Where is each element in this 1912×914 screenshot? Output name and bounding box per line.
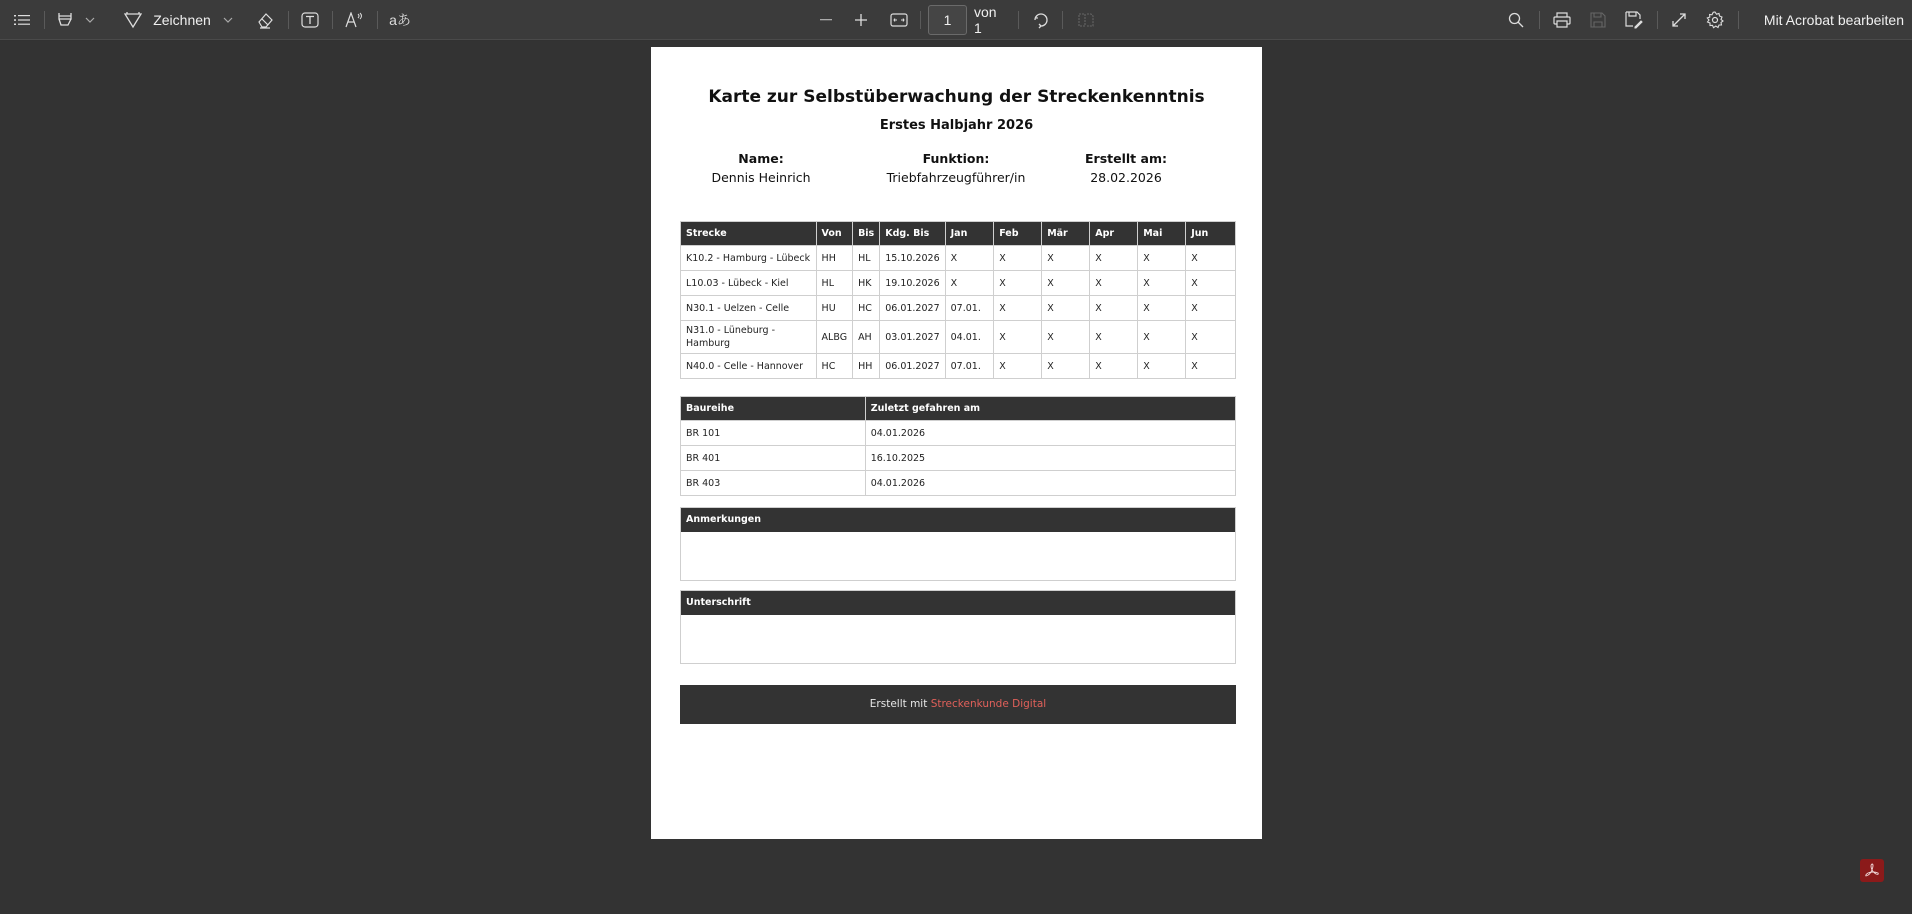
cell: X [1186,246,1236,271]
document-title: Karte zur Selbstüberwachung der Streckenkenntnis [708,87,1205,107]
cell: X [1042,321,1090,354]
zoom-out-icon[interactable] [815,0,837,40]
draw-pen-icon[interactable] [122,0,144,40]
cell: X [945,271,994,296]
col-header: Mär [1042,222,1090,246]
series-table [680,396,1236,496]
cell: X [994,354,1042,379]
cell: X [994,271,1042,296]
col-header: Apr [1090,222,1138,246]
cell: N30.1 - Uelzen - Celle [681,296,817,321]
page-count-label: von 1 [974,4,997,36]
cell: 06.01.2027 [880,354,945,379]
cell: K10.2 - Hamburg - Lübeck [681,246,817,271]
outline-list-icon[interactable] [10,0,34,40]
edit-with-acrobat-button[interactable]: Mit Acrobat bearbeiten [1763,12,1904,28]
pdf-page [651,47,1262,839]
signature-section [680,590,1236,664]
table-row [681,321,1236,354]
cell: X [1042,354,1090,379]
cell: HK [853,271,880,296]
col-header: Von [816,222,853,246]
cell: HC [853,296,880,321]
cell: X [1090,354,1138,379]
cell: X [1138,354,1186,379]
cell: X [1042,271,1090,296]
meta-name-value: Dennis Heinrich [711,170,811,185]
cell: HL [816,271,853,296]
table-row [681,271,1236,296]
routes-header-row [681,222,1236,246]
cell: HC [816,354,853,379]
highlighter-icon[interactable] [54,0,76,40]
meta-created-label: Erstellt am: [1085,151,1167,166]
cell: 15.10.2026 [880,246,945,271]
cell: ALBG [816,321,853,354]
cell: 04.01.2026 [865,421,1235,446]
meta-created-value: 28.02.2026 [1090,170,1162,185]
meta-name-label: Name: [738,151,784,166]
series-header-row [681,397,1236,421]
pdf-toolbar [0,0,1912,40]
meta-name [701,151,821,185]
col-header: Baureihe [681,397,866,421]
cell: HH [816,246,853,271]
fullscreen-expand-icon[interactable] [1668,0,1690,40]
cell: X [1090,271,1138,296]
cell: 04.01.2026 [865,471,1235,496]
footer-brand-link[interactable]: Streckenkunde Digital [930,698,1047,710]
table-row [681,446,1236,471]
print-icon[interactable] [1551,0,1573,40]
fit-width-icon[interactable] [888,0,910,40]
col-header: Strecke [681,222,817,246]
cell: N31.0 - Lüneburg - Hamburg [681,321,817,354]
cell: X [1138,321,1186,354]
highlighter-dropdown-chevron-icon[interactable] [82,0,98,40]
cell: X [1138,296,1186,321]
cell: X [994,296,1042,321]
cell: X [1090,246,1138,271]
cell: X [1186,271,1236,296]
cell: X [945,246,994,271]
cell: X [994,321,1042,354]
cell: HH [853,354,880,379]
document-footer [680,685,1236,724]
cell: BR 401 [681,446,866,471]
cell: 07.01. [945,354,994,379]
meta-function-label: Funktion: [922,151,990,166]
save-icon-disabled[interactable] [1587,0,1609,40]
meta-function [871,151,1041,185]
cell: X [1138,271,1186,296]
signature-header: Unterschrift [681,591,1235,615]
rotate-icon[interactable] [1030,0,1052,40]
read-aloud-icon[interactable] [344,0,366,40]
cell: X [1186,321,1236,354]
text-box-icon[interactable] [299,0,321,40]
remarks-body [681,532,1235,580]
cell: BR 403 [681,471,866,496]
signature-body [681,615,1235,663]
table-row [681,471,1236,496]
cell: X [1042,296,1090,321]
remarks-header: Anmerkungen [681,508,1235,532]
cell: HL [853,246,880,271]
cell: 07.01. [945,296,994,321]
table-row [681,296,1236,321]
cell: X [1186,354,1236,379]
col-header: Kdg. Bis [880,222,945,246]
routes-table [680,221,1236,379]
cell: HU [816,296,853,321]
translate-icon[interactable]: aあ [389,12,411,28]
col-header: Bis [853,222,880,246]
cell: X [1138,246,1186,271]
cell: X [994,246,1042,271]
eraser-icon[interactable] [254,0,276,40]
page-number-input[interactable]: 1 [928,5,967,35]
remarks-section [680,507,1236,581]
cell: 04.01. [945,321,994,354]
table-row [681,354,1236,379]
cell: X [1042,246,1090,271]
document-subtitle: Erstes Halbjahr 2026 [879,118,1034,133]
footer-prefix: Erstellt mit [869,698,928,710]
meta-created [1066,151,1186,185]
draw-dropdown-chevron-icon[interactable] [220,0,236,40]
zoom-in-icon[interactable] [850,0,872,40]
cell: X [1090,321,1138,354]
two-page-view-icon[interactable] [1075,0,1097,40]
table-row [681,246,1236,271]
table-row [681,421,1236,446]
cell: 19.10.2026 [880,271,945,296]
cell: X [1090,296,1138,321]
cell: BR 101 [681,421,866,446]
search-icon[interactable] [1505,0,1527,40]
settings-gear-icon[interactable] [1704,0,1726,40]
cell: X [1186,296,1236,321]
cell: 16.10.2025 [865,446,1235,471]
cell: 06.01.2027 [880,296,945,321]
save-as-icon[interactable] [1623,0,1645,40]
col-header: Zuletzt gefahren am [865,397,1235,421]
col-header: Jan [945,222,994,246]
acrobat-logo-icon[interactable] [1860,859,1884,882]
col-header: Mai [1138,222,1186,246]
cell: 03.01.2027 [880,321,945,354]
col-header: Feb [994,222,1042,246]
cell: N40.0 - Celle - Hannover [681,354,817,379]
draw-button[interactable]: Zeichnen [153,12,211,28]
cell: L10.03 - Lübeck - Kiel [681,271,817,296]
col-header: Jun [1186,222,1236,246]
meta-function-value: Triebfahrzeugführer/in [886,170,1026,185]
cell: AH [853,321,880,354]
